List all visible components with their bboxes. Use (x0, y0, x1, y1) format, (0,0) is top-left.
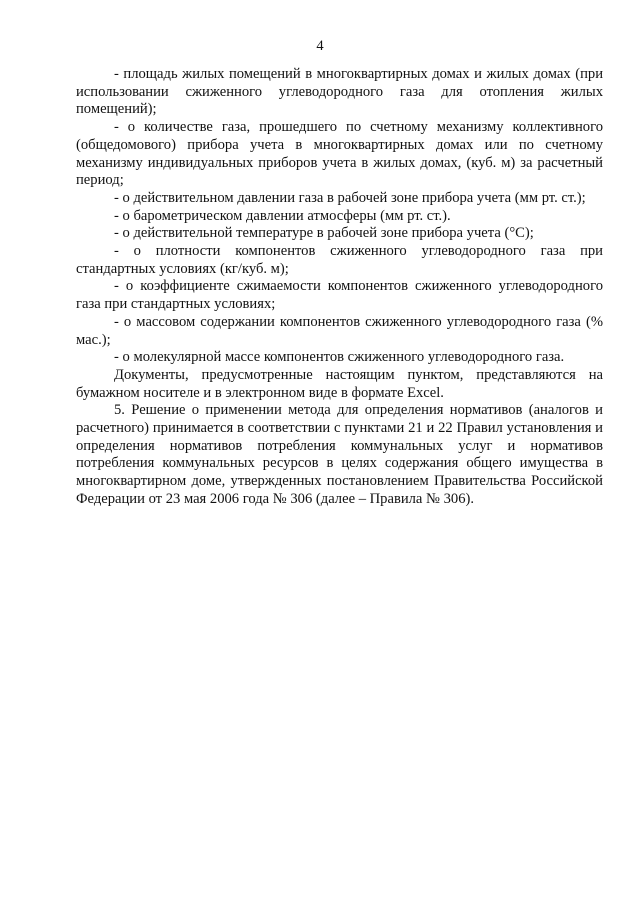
list-item-density: - о плотности компонентов сжиженного углеводородного газа при стандартных условиях (кг/куб. м); (76, 243, 603, 277)
document-body (76, 66, 603, 509)
list-item-living-area: - площадь жилых помещений в многоквартирных домах и жилых домах (при использовании сжиженного углеводородного газа для отопления жилых помещений); (76, 66, 603, 118)
documents-paragraph: Документы, предусмотренные настоящим пунктом, представляются на бумажном носителе и в электронном виде в формате Excel. (76, 366, 603, 401)
list-item-barometric-pressure: - о барометрическом давлении атмосферы (мм рт. ст.). (114, 207, 451, 224)
list-item-temperature: - о действительной температуре в рабочей зоне прибора учета (°С); (114, 225, 534, 242)
list-item-mass-content: - о массовом содержании компонентов сжиженного углеводородного газа (% мас.); (76, 313, 603, 348)
list-item-molecular-mass: - о молекулярной массе компонентов сжиженного углеводородного газа. (114, 349, 565, 366)
list-item-gas-pressure: - о действительном давлении газа в рабочей зоне прибора учета (мм рт. ст.); (114, 189, 586, 206)
list-item-gas-quantity: - о количестве газа, прошедшего по счетному механизму коллективного (общедомового) прибора учета в многоквартирных домах или по счетному механизму индивидуальных приборов учета в жилых домах, (куб. м) за расчетный период; (76, 119, 603, 189)
section-5-paragraph: 5. Решение о применении метода для определения нормативов (аналогов и расчетного) принимается в соответствии с пунктами 21 и 22 Правил установления и определения нормативов потребления коммунальных услуг и нормативов потребления коммунальных ресурсов в целях содержания общего имущества в многоквартирном доме, утвержденных постановлением Правительства Российской Федерации от 23 мая 2006 года № 306 (далее – Правила № 306). (76, 402, 603, 507)
page-number: 4 (316, 38, 324, 54)
list-item-compressibility: - о коэффициенте сжимаемости компонентов сжиженного углеводородного газа при стандартных условиях; (76, 278, 603, 313)
